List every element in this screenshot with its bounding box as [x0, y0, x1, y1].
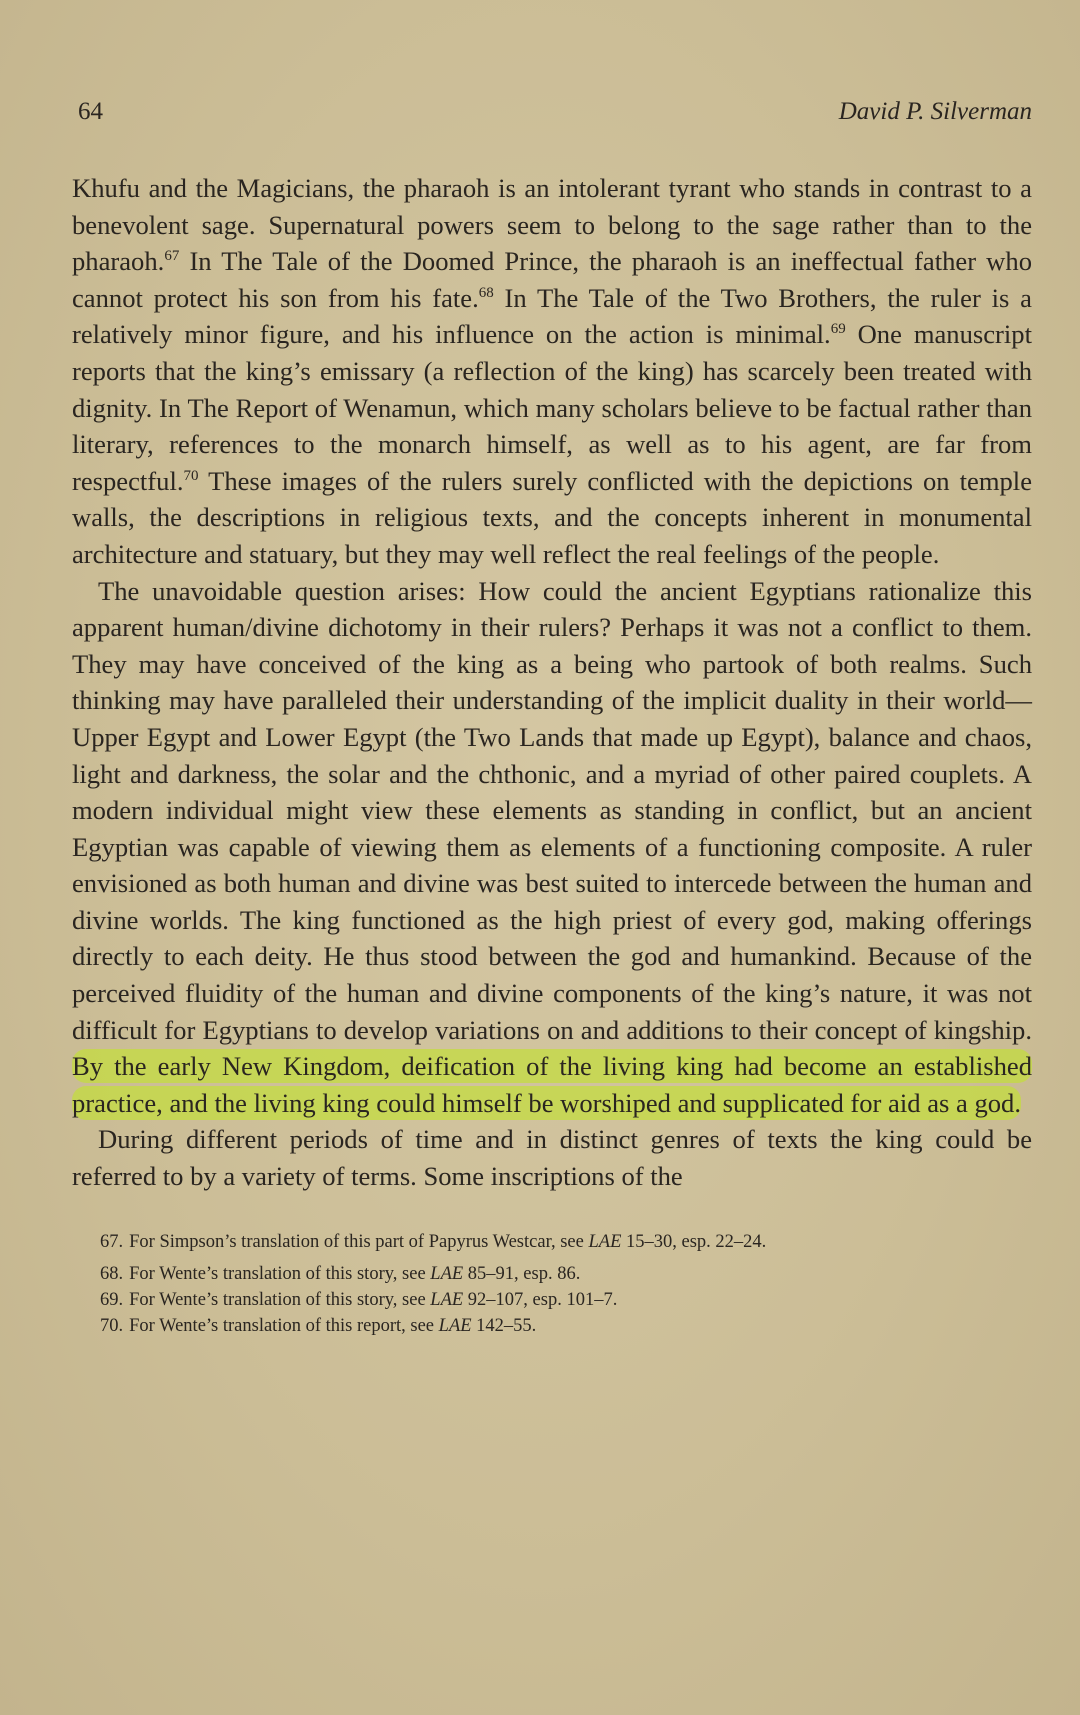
page-header	[72, 98, 1032, 138]
footnote-68	[100, 1261, 1032, 1287]
page-number: 64	[78, 98, 103, 125]
footnote-text: For Wente’s translation of this story, see	[129, 1289, 431, 1310]
text-run: Khufu and the Magicians, the pharaoh is an intolerant tyrant who stands in contrast to a benevolent sage. Supernatural powers seem to belong to the sage rather than to the pharaoh.	[72, 173, 1032, 277]
paragraph-3	[72, 1121, 1032, 1194]
footnote-67	[100, 1229, 1032, 1255]
footnote-citation: LAE	[430, 1289, 464, 1310]
text-run: One manuscript reports that the king’s emissary (a reflection of the king) has scarcely been treated with dignity. In The Report of Wenamun, which many scholars believe to be factual rather than literary, references to the monarch himself, as well as to his agent, are far from respectful.	[72, 319, 1032, 496]
footnote-ref-67: 67	[164, 248, 180, 265]
footnote-text: 15–30, esp. 22–24.	[621, 1231, 767, 1252]
footnote-text: For Wente’s translation of this story, see	[129, 1263, 431, 1284]
footnote-number: 67.	[100, 1231, 124, 1252]
footnote-number: 69.	[100, 1289, 124, 1310]
footnote-ref-70: 70	[183, 467, 199, 484]
text-run: During different periods of time and in distinct genres of texts the king could be referred to by a variety of terms. Some inscriptions of the	[72, 1124, 1032, 1192]
footnote-70	[100, 1313, 1032, 1339]
footnote-ref-68: 68	[478, 284, 494, 301]
text-run: These images of the rulers surely conflicted with the depictions on temple walls, the descriptions in religious texts, and the concepts inherent in monumental architecture and statuary, but they may well reflect the real feelings of the people.	[72, 465, 1032, 569]
text-run: In The Tale of the Two Brothers, the ruler is a relatively minor figure, and his influence on the action is minimal.	[72, 282, 1032, 350]
footnote-citation: LAE	[430, 1263, 464, 1284]
text-run: The unavoidable question arises: How could the ancient Egyptians rationalize this apparent human/divine dichotomy in their rulers? Perhaps it was not a conflict to them. They may have conceived of the king as a being who partook of both realms. Such thinking may have paralleled their understanding of the implicit duality in their world—Upper Egypt and Lower Egypt (the Two Lands that made up Egypt), balance and chaos, light and darkness, the solar and the chthonic, and a myriad of other paired couplets. A modern individual might view these elements as standing in conflict, but an ancient Egyptian was capable of viewing them as elements of a functioning composite. A ruler envisioned as both human and divine was best suited to intercede between the human and divine worlds. The king functioned as the high priest of every god, making offerings directly to each deity. He thus stood between the god and humankind. Because of the perceived fluidity of the human and divine components of the king’s nature, it was not difficult for Egyptians to develop variations on and additions to their concept of kingship.	[72, 575, 1032, 1045]
book-page	[72, 98, 1032, 1339]
footnote-text: For Wente’s translation of this report, see	[129, 1315, 439, 1336]
paragraph-1	[72, 170, 1032, 573]
paragraph-2	[72, 573, 1032, 1122]
footnote-text: 92–107, esp. 101–7.	[463, 1289, 618, 1310]
footnote-citation: LAE	[438, 1315, 472, 1336]
footnote-text: For Simpson’s translation of this part of Papyrus Westcar, see	[129, 1231, 589, 1252]
footnote-citation: LAE	[588, 1231, 622, 1252]
footnote-number: 70.	[100, 1315, 124, 1336]
footnote-69	[100, 1287, 1032, 1313]
text-run: In The Tale of the Doomed Prince, the pharaoh is an ineffectual father who cannot protect his son from his fate.	[72, 246, 1032, 313]
footnote-number: 68.	[100, 1263, 124, 1284]
footnote-ref-69: 69	[830, 321, 846, 338]
body-text	[72, 170, 1032, 1195]
footnote-text: 85–91, esp. 86.	[463, 1263, 581, 1284]
running-head-author: David P. Silverman	[838, 98, 1032, 125]
highlighted-passage: By the early New Kingdom, deification of the living king had become an established practice, and the living king could himself be worshiped and supplicated for aid as a god.	[72, 1051, 1032, 1118]
footnotes	[72, 1229, 1032, 1339]
footnote-text: 142–55.	[471, 1315, 537, 1336]
